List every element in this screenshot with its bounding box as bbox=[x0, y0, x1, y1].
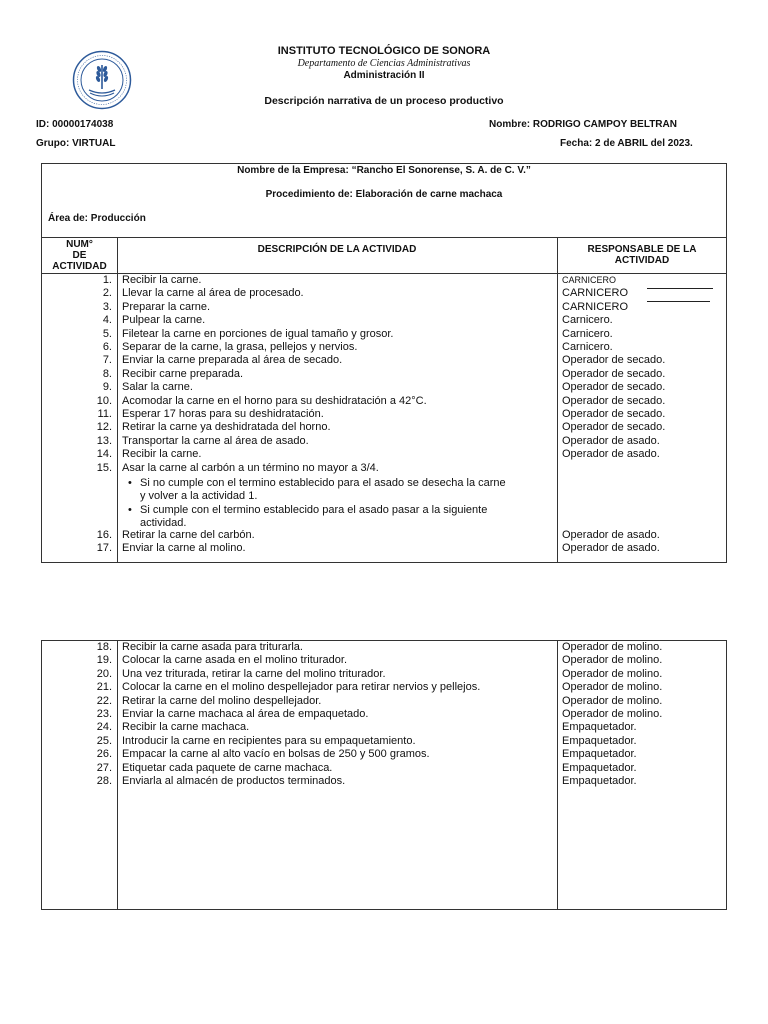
table-row bbox=[42, 314, 726, 327]
table-row bbox=[42, 668, 726, 681]
activity-responsible: CARNICERO bbox=[562, 275, 617, 285]
activity-responsible: Operador de asado. bbox=[562, 448, 660, 461]
activity-number: 26. bbox=[96, 748, 112, 761]
bullet-item: • Si cumple con el termino establecido para el asado pasar a la siguiente bbox=[128, 504, 488, 516]
activity-responsible: Empaquetador. bbox=[562, 748, 637, 761]
activity-description: Separar de la carne, la grasa, pellejos y nervios. bbox=[122, 341, 358, 353]
table-row bbox=[42, 287, 726, 300]
activity-responsible: Operador de asado. bbox=[562, 529, 660, 541]
activity-number: 20. bbox=[96, 667, 112, 680]
activity-number: 22. bbox=[96, 694, 112, 707]
table-row bbox=[42, 721, 726, 734]
activity-responsible: Operador de molino. bbox=[562, 654, 663, 667]
activity-description: Recibir la carne. bbox=[122, 274, 202, 286]
table-row bbox=[42, 708, 726, 721]
table-row bbox=[42, 341, 726, 354]
activity-description: Recibir la carne. bbox=[122, 448, 202, 461]
activity-description: Filetear la carne en porciones de igual tamaño y grosor. bbox=[122, 327, 394, 340]
company-name: Nombre de la Empresa: “Rancho El Sonorense, S. A. de C. V.” bbox=[237, 165, 531, 176]
subject-name: Administración II bbox=[343, 70, 425, 81]
document-title: Descripción narrativa de un proceso productivo bbox=[264, 95, 504, 107]
activity-description: Salar la carne. bbox=[122, 381, 193, 394]
activity-number: 18. bbox=[96, 641, 112, 653]
table-row bbox=[42, 354, 726, 367]
department-name: Departamento de Ciencias Administrativas bbox=[297, 58, 471, 69]
activity-description: Enviar la carne machaca al área de empaquetado. bbox=[122, 708, 369, 720]
activity-responsible: Operador de molino. bbox=[562, 694, 663, 707]
activity-responsible: Operador de secado. bbox=[562, 354, 666, 367]
activity-description: Recibir carne preparada. bbox=[122, 367, 244, 380]
underline bbox=[647, 288, 713, 289]
activity-responsible: Carnicero. bbox=[562, 341, 613, 353]
table-row bbox=[42, 435, 726, 448]
header-divider bbox=[42, 237, 726, 238]
table-row bbox=[42, 274, 726, 287]
table-row bbox=[42, 735, 726, 748]
activity-description: Pulpear la carne. bbox=[122, 314, 206, 327]
table-row bbox=[42, 529, 726, 542]
group: Grupo: VIRTUAL bbox=[36, 138, 116, 149]
table-row bbox=[42, 408, 726, 421]
activity-responsible: Carnicero. bbox=[562, 314, 613, 327]
activity-number: 17. bbox=[96, 542, 112, 555]
activity-number: 9. bbox=[102, 381, 112, 394]
activity-description: Transportar la carne al área de asado. bbox=[122, 434, 309, 447]
activity-responsible: Empaquetador. bbox=[562, 721, 637, 734]
activity-responsible: Operador de molino. bbox=[562, 708, 663, 720]
activity-number: 16. bbox=[96, 529, 112, 541]
activity-number: 28. bbox=[96, 775, 112, 787]
activity-responsible: Operador de molino. bbox=[562, 641, 663, 653]
bullet-item: • Si no cumple con el termino establecido para el asado se desecha la carne bbox=[128, 477, 506, 489]
activity-description: Enviarla al almacén de productos terminados. bbox=[122, 775, 346, 787]
activity-description: Asar la carne al carbón a un término no mayor a 3/4. bbox=[122, 461, 379, 474]
activity-responsible: Operador de molino. bbox=[562, 667, 663, 680]
activities-table-1 bbox=[41, 163, 727, 563]
activity-responsible: Empaquetador. bbox=[562, 775, 637, 787]
activity-number: 5. bbox=[102, 327, 112, 340]
activity-number: 24. bbox=[96, 721, 112, 734]
activity-description: Empacar la carne al alto vacío en bolsas de 250 y 500 gramos. bbox=[122, 748, 430, 761]
student-id: ID: 00000174038 bbox=[36, 119, 114, 130]
activity-description: Preparar la carne. bbox=[122, 300, 211, 313]
activity-description: Acomodar la carne en el horno para su deshidratación a 42°C. bbox=[122, 394, 427, 407]
bullet-item-cont: y volver a la actividad 1. bbox=[140, 490, 258, 502]
table-row bbox=[42, 448, 726, 461]
activity-responsible: CARNICERO bbox=[562, 300, 629, 313]
activity-number: 11. bbox=[97, 408, 112, 420]
activity-number: 27. bbox=[96, 761, 112, 774]
activity-description: Recibir la carne asada para triturarla. bbox=[122, 641, 303, 653]
activity-number: 21. bbox=[96, 681, 112, 694]
activity-responsible: Carnicero. bbox=[562, 327, 613, 340]
table-row bbox=[42, 641, 726, 654]
table-row bbox=[42, 301, 726, 314]
activity-responsible: Operador de secado. bbox=[562, 421, 666, 434]
header-description: DESCRIPCIÓN DE LA ACTIVIDAD bbox=[257, 244, 417, 255]
activity-number: 14. bbox=[96, 448, 112, 461]
activity-responsible: Operador de secado. bbox=[562, 394, 666, 407]
activity-responsible: Operador de secado. bbox=[562, 408, 666, 420]
activity-number: 6. bbox=[102, 341, 112, 353]
activity-number: 10. bbox=[96, 394, 112, 407]
activity-description: Colocar la carne asada en el molino triturador. bbox=[122, 654, 348, 667]
activities-table-2 bbox=[41, 640, 727, 910]
activity-description: Esperar 17 horas para su deshidratación. bbox=[122, 408, 324, 420]
activity-description: Enviar la carne preparada al área de secado. bbox=[122, 354, 343, 367]
table-row bbox=[42, 421, 726, 434]
activity-number: 23. bbox=[96, 708, 112, 720]
table-row bbox=[42, 775, 726, 788]
activity-number: 4. bbox=[102, 314, 112, 327]
underline bbox=[647, 301, 710, 302]
table-row bbox=[42, 654, 726, 667]
table-row bbox=[42, 395, 726, 408]
table-row bbox=[42, 462, 726, 475]
activity-description: Retirar la carne ya deshidratada del horno. bbox=[122, 421, 331, 434]
activity-responsible: Operador de secado. bbox=[562, 367, 666, 380]
activity-responsible: CARNICERO bbox=[562, 287, 629, 300]
header-responsible: RESPONSABLE DE LA ACTIVIDAD bbox=[587, 244, 697, 266]
activity-number: 1. bbox=[102, 274, 112, 286]
activity-description: Una vez triturada, retirar la carne del molino triturador. bbox=[122, 667, 386, 680]
table-row bbox=[42, 542, 726, 555]
table-row bbox=[42, 695, 726, 708]
student-name: Nombre: RODRIGO CAMPOY BELTRAN bbox=[489, 119, 677, 130]
activity-number: 12. bbox=[96, 421, 112, 434]
institution-name: INSTITUTO TECNOLÓGICO DE SONORA bbox=[277, 45, 491, 57]
activity-responsible: Operador de secado. bbox=[562, 381, 666, 394]
activity-description: Etiquetar cada paquete de carne machaca. bbox=[122, 761, 333, 774]
activity-number: 7. bbox=[102, 354, 112, 367]
activity-number: 19. bbox=[96, 654, 112, 667]
activity-responsible: Operador de asado. bbox=[562, 542, 660, 555]
area-name: Área de: Producción bbox=[48, 213, 146, 224]
activity-responsible: Empaquetador. bbox=[562, 734, 637, 747]
activity-responsible: Empaquetador. bbox=[562, 761, 637, 774]
activity-number: 8. bbox=[102, 367, 112, 380]
activity-responsible: Operador de asado. bbox=[562, 434, 660, 447]
activity-description: Llevar la carne al área de procesado. bbox=[122, 287, 304, 300]
activity-number: 3. bbox=[102, 300, 112, 313]
table-row bbox=[42, 368, 726, 381]
table-row bbox=[42, 381, 726, 394]
date: Fecha: 2 de ABRIL del 2023. bbox=[560, 138, 693, 149]
activity-number: 15. bbox=[96, 461, 112, 474]
activity-description: Colocar la carne en el molino despellejador para retirar nervios y pellejos. bbox=[122, 681, 481, 694]
bullet-item-cont: actividad. bbox=[140, 517, 187, 529]
table-row bbox=[42, 748, 726, 761]
activity-description: Recibir la carne machaca. bbox=[122, 721, 250, 734]
activity-description: Retirar la carne del carbón. bbox=[122, 529, 255, 541]
table-row bbox=[42, 328, 726, 341]
activity-number: 2. bbox=[102, 287, 112, 300]
activity-description: Introducir la carne en recipientes para su empaquetamiento. bbox=[122, 734, 416, 747]
activity-number: 25. bbox=[96, 734, 112, 747]
table-row bbox=[42, 681, 726, 694]
activity-description: Retirar la carne del molino despellejador. bbox=[122, 694, 322, 707]
activity-description: Enviar la carne al molino. bbox=[122, 542, 246, 555]
procedure-name: Procedimiento de: Elaboración de carne machaca bbox=[265, 189, 503, 200]
activity-responsible: Operador de molino. bbox=[562, 681, 663, 694]
header-num: NUM° DE ACTIVIDAD bbox=[52, 239, 107, 272]
activity-number: 13. bbox=[96, 434, 112, 447]
table-row bbox=[42, 762, 726, 775]
